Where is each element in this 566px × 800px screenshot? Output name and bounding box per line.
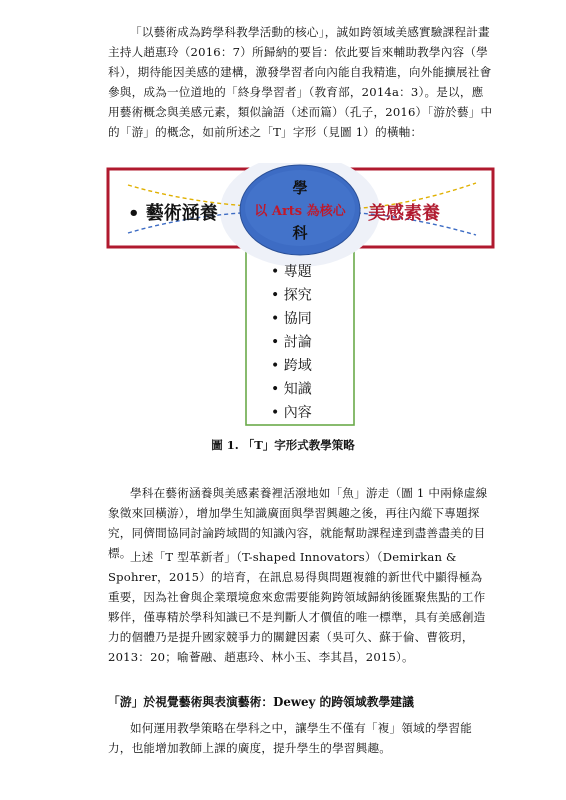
vertical-item: • 探究 <box>271 287 312 304</box>
paragraph-t-shaped <box>108 547 493 667</box>
ellipse-bottom-char: 科 <box>292 224 308 242</box>
paragraph-strategy-text: 如何運用教學策略在學科之中，讓學生不僅有「複」領域的學習能力，也能增加教師上課的廣度，提升學生的學習興趣。 <box>108 721 473 755</box>
right-label-aesthetic-literacy: 美感素養 <box>368 203 440 224</box>
vertical-item: • 專題 <box>271 264 312 280</box>
vertical-item: • 跨域 <box>271 358 312 374</box>
vertical-item: • 協同 <box>271 311 312 327</box>
vertical-item: • 討論 <box>271 334 312 351</box>
ellipse-center-text: 以 Arts 為核心 <box>254 204 346 219</box>
t-shape-figure <box>106 163 496 428</box>
paragraph-intro-text: 「以藝術成為跨學科教學活動的核心」，誠如跨領域美感實驗課程計畫主持人趙惠玲（2016：7）所歸納的要旨：依此要旨來輔助教學內容（學科），期待能因美感的建構，激發學習者向內能自我精進，向外能擴展社會參與，成為一位道地的「終身學習者」（教育部，2014a：3）。是以，應用藝術概念與美感元素，類似論語（述而篇）（孔子，2016）「游於藝」中的「游」的概念，如前所述之「T」字形（見圖 1）的橫軸： <box>108 25 493 139</box>
vertical-item: • 知識 <box>271 381 312 398</box>
section-heading: 「游」於視覺藝術與表演藝術：Dewey 的跨領域教學建議 <box>108 695 414 709</box>
vertical-item: • 內容 <box>271 405 312 421</box>
paragraph-t-shaped-text: 上述「T 型革新者」（T-shaped Innovators）（Demirkan & Spohrer，2015）的培育，在訊息易得與問題複雜的新世代中顯得極為重要，因為社會與企業環境愈來愈需要能夠跨領域歸納後匯聚焦點的工作夥伴，僅專精於學科知識已不是判斷人才價值的唯一標準，具有美感創造力的個體乃是提升國家競爭力的關鍵因素（吳可久、蘇于倫、曹筱玥，2013：20；喻薈融、趙惠玲、林小玉、李其昌，2015）。 <box>108 550 486 664</box>
paragraph-intro <box>108 22 493 142</box>
ellipse-top-char: 學 <box>292 179 308 197</box>
paragraph-strategy <box>108 718 493 758</box>
vertical-items <box>271 263 313 421</box>
left-label-arts-literacy: • 藝術涵養 <box>128 203 218 224</box>
figure-caption: 圖 1. 「T」字形式教學策略 <box>211 438 355 452</box>
paragraph-fish-text: 學科在藝術涵養與美感素養裡活潑地如「魚」游走（圖 1 中兩條虛線象徵來回橫游），增加學生知識廣面與學習興趣之後，再往內縱下專題探究，同儕間協同討論跨域間的知識內容，就能幫助課程達到盡善盡美的目標。 <box>108 486 488 560</box>
